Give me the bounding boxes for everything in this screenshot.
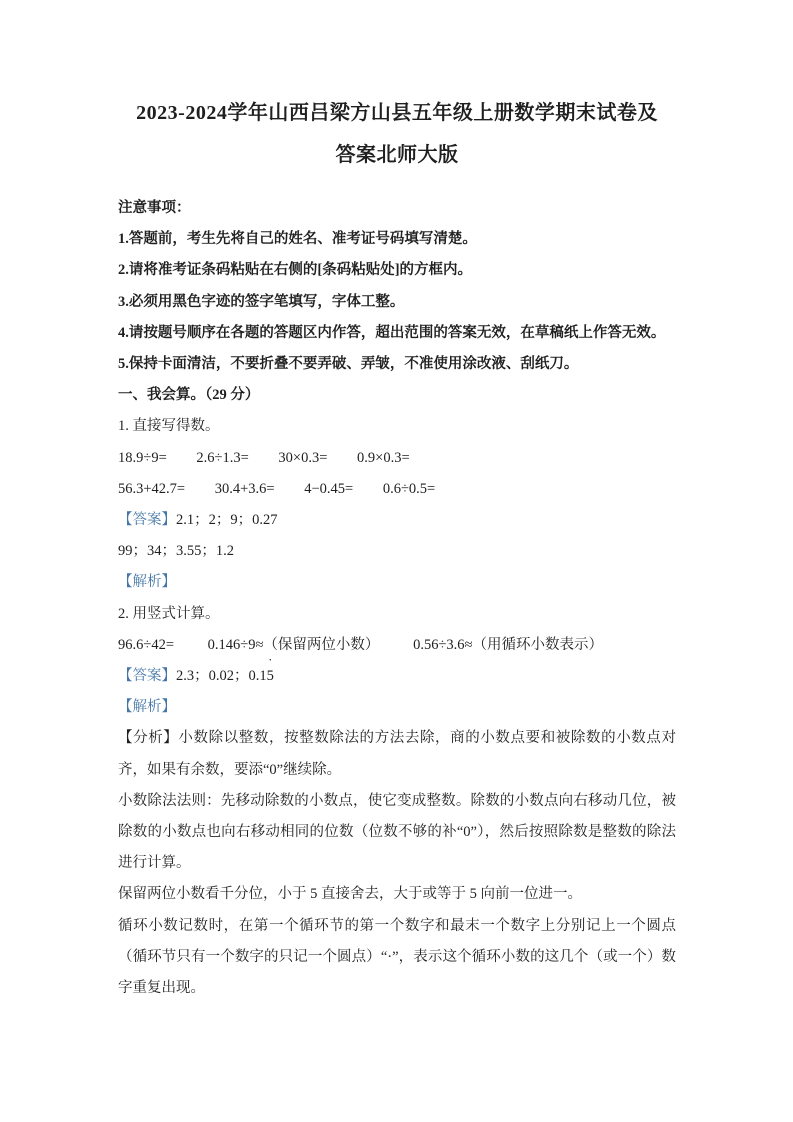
- q2-prompt: 2. 用竖式计算。: [118, 605, 220, 622]
- answer-text: 2.3；0.02；0.1: [176, 668, 267, 685]
- notice-item-2: 2.请将准考证条码粘贴在右侧的[条码粘贴处]的方框内。: [118, 262, 473, 279]
- equation: 0.6÷0.5=: [382, 480, 436, 497]
- q2-analysis-paragraph-1: [118, 723, 676, 785]
- section-heading: 一、我会算。（29 分）: [118, 387, 260, 404]
- q1-answer-line-1: [118, 505, 676, 536]
- equation: 0.9×0.3=: [357, 449, 410, 466]
- analysis-text: 小数除以整数，按整数除法的方法去除，商的小数点要和被除数的小数点对齐，如果有余数，要添“0”继续除。: [118, 730, 676, 778]
- notice-item-4: 4.请按题号顺序在各题的答题区内作答，超出范围的答案无效，在草稿纸上作答无效。: [118, 324, 666, 341]
- q2-analysis-line: [118, 692, 676, 723]
- equation: 56.3+42.7=: [118, 480, 186, 497]
- q2-analysis-paragraph-4: 循环小数记数时，在第一个循环节的第一个数字和最末一个数字上分别记上一个圆点（循环节只有一个数字的只记一个圆点）“·”，表示这个循环小数的这几个（或一个）数字重复出现。: [118, 917, 676, 997]
- q1-prompt: 1. 直接写得数。: [118, 418, 220, 435]
- analysis-label: 【解析】: [118, 699, 176, 716]
- q2-analysis-paragraph-2: 小数除法法则：先移动除数的小数点，使它变成整数。除数的小数点向右移动几位，被除数的小数点也向右移动相同的位数（位数不够的补“0”），然后按照除数是整数的除法进行计算。: [118, 792, 676, 872]
- answer-label: 【答案】: [118, 512, 176, 529]
- q1-equations-row-2: [118, 474, 676, 505]
- equation: 30×0.3=: [278, 449, 328, 466]
- notice-heading: 注意事项：: [118, 200, 191, 216]
- answer-label: 【答案】: [118, 668, 176, 685]
- repeating-decimal-digit: 5 ·: [267, 661, 274, 692]
- equation: 96.6÷42=: [118, 636, 175, 653]
- equation: 30.4+3.6=: [214, 480, 275, 497]
- q2-analysis-paragraph-3: 保留两位小数看千分位，小于 5 直接舍去，大于或等于 5 向前一位进一。: [118, 886, 582, 903]
- title-line-1: 2023-2024学年山西吕梁方山县五年级上册数学期末试卷及: [136, 102, 658, 124]
- q1-analysis-line: [118, 567, 676, 598]
- answer-text: 2.1；2；9；0.27: [176, 512, 278, 529]
- title-line-2: 答案北师大版: [335, 144, 459, 166]
- q1-answer-line-2: 99；34；3.55；1.2: [118, 543, 234, 560]
- q2-answer-line: [118, 661, 676, 692]
- equation: 2.6÷1.3=: [196, 449, 249, 466]
- equation: 0.56÷3.6≈（用循环小数表示）: [413, 636, 603, 653]
- equation: 18.9÷9=: [118, 449, 167, 466]
- notice-item-3: 3.必须用黑色字迹的签字笔填写，字体工整。: [118, 293, 405, 310]
- document-title: [118, 92, 676, 176]
- equation: 0.146÷9≈（保留两位小数）: [207, 636, 380, 653]
- q2-equations-row: [118, 630, 676, 661]
- analysis-heading-label: 【分析】: [118, 730, 179, 747]
- notice-item-5: 5.保持卡面清洁，不要折叠不要弄破、弄皱，不准使用涂改液、刮纸刀。: [118, 356, 579, 373]
- analysis-label: 【解析】: [118, 574, 176, 591]
- notice-item-1: 1.答题前，考生先将自己的姓名、准考证号码填写清楚。: [118, 231, 477, 248]
- q1-equations-row-1: [118, 443, 676, 474]
- equation: 4−0.45=: [304, 480, 354, 497]
